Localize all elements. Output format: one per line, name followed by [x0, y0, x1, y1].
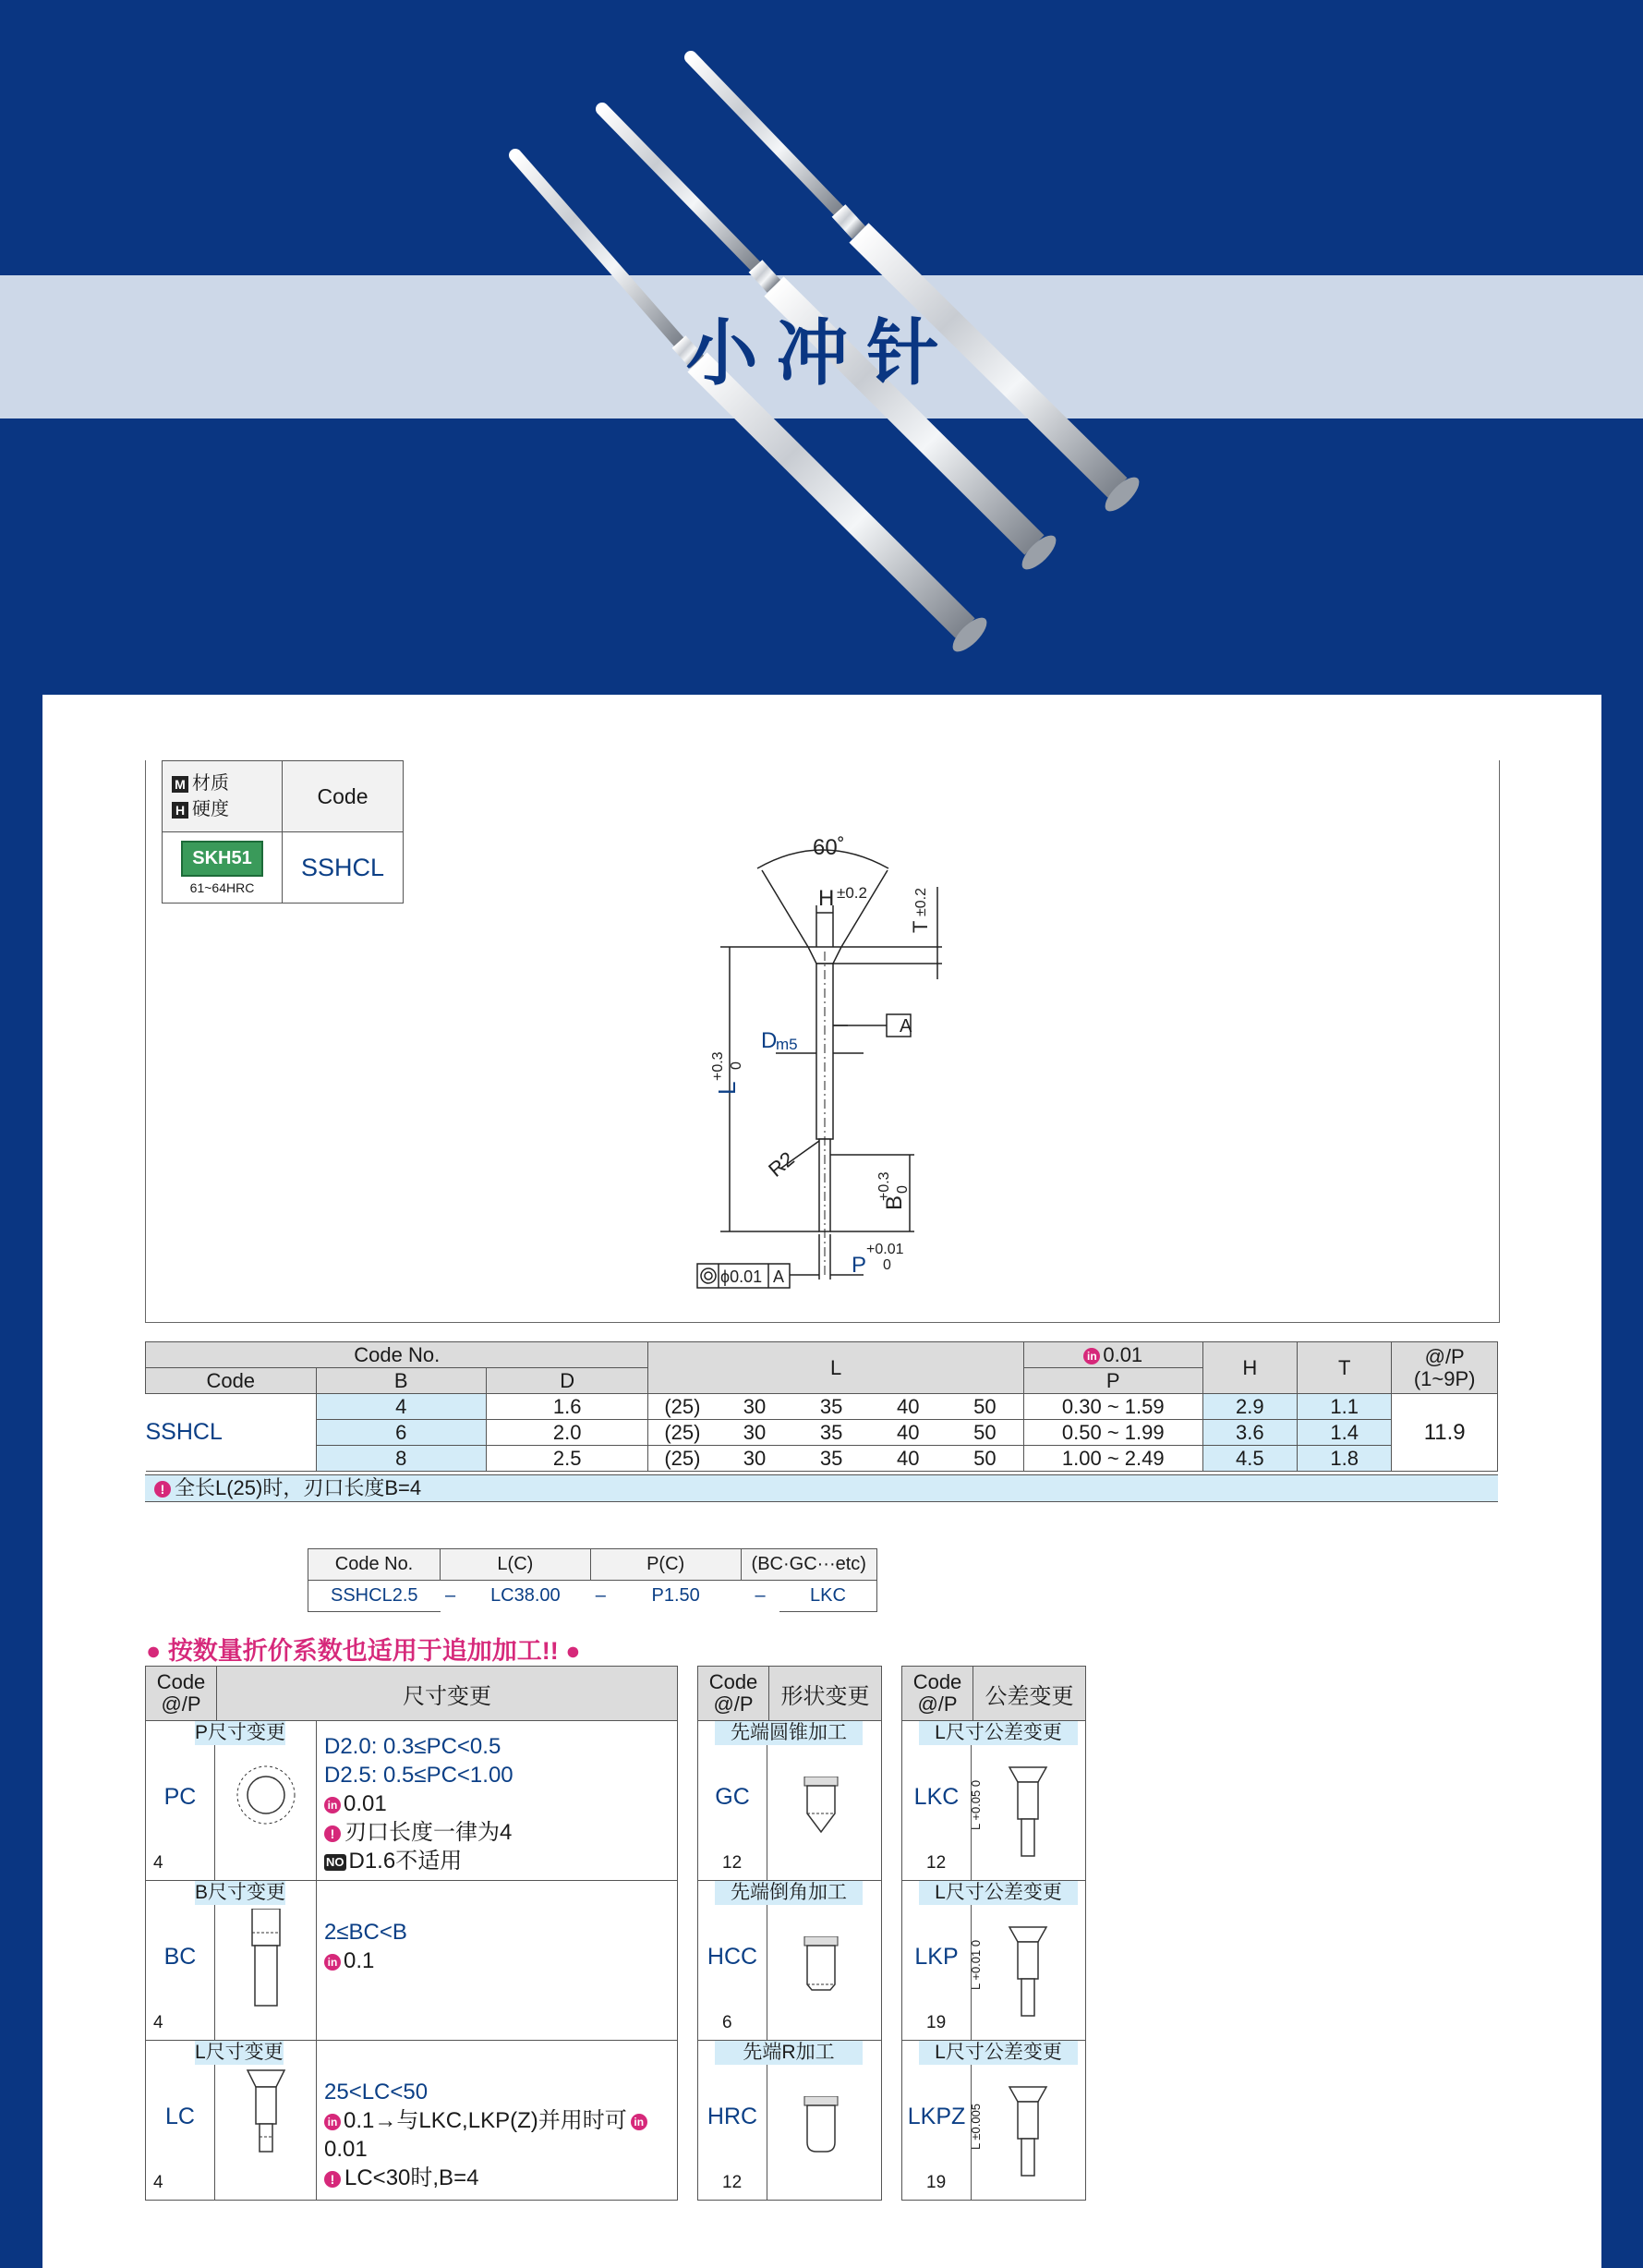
h-label: H — [818, 886, 835, 911]
alt-shape-row-hcc — [698, 1881, 882, 2041]
list-item — [146, 1881, 678, 2041]
d-label: D — [761, 1028, 778, 1053]
alt-code: LKC — [913, 1784, 960, 1810]
d-cell: 2.0 — [487, 1420, 648, 1446]
hcc-diagram — [800, 1936, 846, 2010]
order-dash: – — [755, 1585, 766, 1607]
page-title: 小冲针 — [685, 311, 958, 394]
bc-diagram — [243, 1909, 289, 2010]
material-hardness-header — [163, 761, 283, 832]
d-col-header: D — [487, 1368, 648, 1394]
spec-table — [145, 1341, 1498, 1472]
p-tol-up: +0.01 — [866, 1242, 904, 1257]
alt-code: LKP — [914, 1944, 959, 1970]
in-icon: in — [324, 1954, 341, 1971]
alt-tol-row-lkc — [902, 1721, 1086, 1881]
alt-price: 12 — [722, 1853, 743, 1873]
alt-code-header: Code @/P — [698, 1667, 769, 1721]
order-value: SSHCL2.5 — [308, 1581, 441, 1612]
t-cell: 1.1 — [1297, 1394, 1391, 1420]
l-cell: 50 — [947, 1394, 1024, 1420]
m-icon: M — [172, 776, 188, 793]
b-cell: 6 — [316, 1420, 487, 1446]
alt-caption: L尺寸变更 — [195, 2042, 284, 2063]
in-icon: in — [1083, 1348, 1100, 1364]
alt-price: 4 — [153, 1853, 163, 1873]
pc-diagram — [234, 1763, 298, 1827]
order-header: Code No. — [308, 1549, 441, 1581]
technical-drawing — [683, 813, 960, 1293]
b-tol-low: 0 — [895, 1185, 911, 1194]
l-tol-up: +0.3 — [710, 1051, 726, 1081]
hero-banner — [0, 0, 1643, 695]
list-item — [902, 2041, 1086, 2201]
code-no-header: Code No. — [146, 1342, 648, 1368]
l-cell: (25) — [648, 1420, 717, 1446]
angle-label: 60˚ — [813, 835, 845, 860]
alt-code: LKPZ — [907, 2104, 966, 2129]
concentric-datum: A — [773, 1267, 785, 1286]
alt-size-row-pc — [146, 1721, 317, 1881]
alt-price: 4 — [153, 2173, 163, 2192]
p-cell: 1.00 ~ 2.49 — [1023, 1446, 1202, 1472]
price-header: @/P (1~9P) — [1392, 1342, 1498, 1394]
material-badge: SKH51 — [181, 841, 262, 877]
t-header: T — [1297, 1342, 1391, 1394]
order-dash: – — [595, 1585, 606, 1607]
d-cell: 2.5 — [487, 1446, 648, 1472]
alt-code: BC — [163, 1944, 197, 1970]
alt-price: 19 — [926, 2173, 947, 2192]
alt-desc: D2.0: 0.3≤PC<0.5 D2.5: 0.5≤PC<1.00 in 0.01 ! 刃口长度一律为4 NO D1.6不适用 — [317, 1721, 678, 1881]
list-item — [146, 2041, 678, 2201]
alt-code: GC — [715, 1784, 750, 1810]
alt-caption: L尺寸公差变更 — [919, 2041, 1078, 2065]
alt-tol-title: 公差变更 — [973, 1667, 1086, 1721]
spec-note — [145, 1474, 1498, 1502]
b-label: B — [882, 1195, 907, 1210]
hrc-diagram — [800, 2096, 846, 2170]
alt-code: HCC — [707, 1944, 758, 1970]
alt-desc: 2≤BC<B in 0.1 — [317, 1881, 678, 2041]
l-cell: 35 — [793, 1446, 870, 1472]
alt-size-title: 尺寸变更 — [217, 1667, 678, 1721]
h-cell: 4.5 — [1202, 1446, 1297, 1472]
b-col-header: B — [316, 1368, 487, 1394]
l-cell: 30 — [716, 1394, 792, 1420]
hardness-value: 61~64HRC — [189, 879, 255, 895]
note-text: 全长L(25)时，刃口长度B=4 — [175, 1476, 422, 1499]
table-row — [146, 1394, 1498, 1420]
alt-shape-title: 形状变更 — [769, 1667, 882, 1721]
warning-icon: ! — [154, 1481, 171, 1498]
p-col-header: P — [1023, 1368, 1202, 1394]
alt-code-header: Code @/P — [146, 1667, 217, 1721]
alt-caption: L尺寸公差变更 — [919, 1721, 1078, 1745]
order-header: P(C) — [590, 1549, 741, 1581]
alt-shape-row-gc — [698, 1721, 882, 1881]
t-label: T — [909, 920, 932, 933]
p-cell: 0.30 ~ 1.59 — [1023, 1394, 1202, 1420]
alt-size-row-bc — [146, 1881, 317, 2041]
lkp-diagram — [1006, 1925, 1052, 2027]
alt-caption: 先端倒角加工 — [715, 1881, 863, 1905]
material-cell — [163, 832, 283, 904]
promo-text: ● 按数量折价系数也适用于追加加工!! ● — [146, 1637, 581, 1665]
h-header: H — [1202, 1342, 1297, 1394]
code-header: Code — [283, 761, 404, 832]
alt-tol-row-lkpz — [902, 2041, 1086, 2201]
no-icon: NO — [326, 1854, 344, 1869]
t-tol: ±0.2 — [913, 887, 929, 916]
h-tol: ±0.2 — [837, 884, 867, 902]
alt-tol-row-lkp — [902, 1881, 1086, 2041]
code-cell: SSHCL — [146, 1394, 317, 1472]
l-cell: 40 — [870, 1420, 947, 1446]
alt-tolerance-table — [901, 1666, 1086, 2201]
d-cell: 1.6 — [487, 1394, 648, 1420]
p-label: P — [852, 1253, 867, 1278]
material-label: 材质 — [192, 773, 229, 794]
alt-code-header: Code @/P — [902, 1667, 973, 1721]
h-cell: 2.9 — [1202, 1394, 1297, 1420]
alt-code: PC — [163, 1784, 197, 1810]
alt-price: 19 — [926, 2013, 947, 2032]
code-value: SSHCL — [283, 832, 404, 904]
b-tol-up: +0.3 — [876, 1171, 892, 1201]
order-value: P1.50 — [651, 1585, 700, 1607]
alt-price: 12 — [926, 1853, 947, 1873]
order-header: (BC·GC···etc) — [741, 1549, 877, 1581]
gc-diagram — [800, 1777, 846, 1850]
alt-price: 4 — [153, 2013, 163, 2032]
order-value: LKC — [779, 1581, 877, 1612]
l-tol-low: 0 — [729, 1061, 744, 1070]
lc-diagram — [243, 2068, 289, 2170]
alt-caption: 先端圆锥加工 — [715, 1721, 863, 1745]
l-cell: 30 — [716, 1446, 792, 1472]
l-label: L — [713, 1081, 741, 1095]
in-icon: in — [324, 2114, 341, 2130]
alt-caption: L尺寸公差变更 — [919, 1881, 1078, 1905]
l-cell: 30 — [716, 1420, 792, 1446]
l-header: L — [648, 1342, 1024, 1394]
list-item — [698, 1881, 882, 2041]
price-cell: 11.9 — [1392, 1394, 1498, 1472]
alt-caption: B尺寸变更 — [195, 1882, 286, 1903]
h-icon: H — [172, 802, 188, 819]
alt-shape-table — [697, 1666, 882, 2201]
list-item — [902, 1881, 1086, 2041]
datum-label: A — [900, 1016, 912, 1037]
warning-icon: ! — [324, 2171, 341, 2188]
lkc-diagram — [1006, 1765, 1052, 1867]
alt-code: HRC — [707, 2104, 758, 2129]
t-cell: 1.4 — [1297, 1420, 1391, 1446]
tol-label: L ±0.005 — [969, 2103, 983, 2150]
l-cell: 40 — [870, 1394, 947, 1420]
order-header: L(C) — [441, 1549, 591, 1581]
alt-caption: P尺寸变更 — [195, 1722, 286, 1743]
list-item — [698, 2041, 882, 2201]
alt-caption: 先端R加工 — [715, 2041, 863, 2065]
d-sub: m5 — [776, 1036, 798, 1053]
alt-shape-row-hrc — [698, 2041, 882, 2201]
list-item — [698, 1721, 882, 1881]
l-cell: (25) — [648, 1394, 717, 1420]
r-label: R2 — [764, 1146, 799, 1182]
hardness-label: 硬度 — [192, 799, 229, 819]
order-dash: – — [444, 1585, 456, 1607]
tol-label: L +0.05 0 — [969, 1779, 983, 1830]
l-cell: 40 — [870, 1446, 947, 1472]
alt-desc: 25<LC<50 in 0.1→与LKC,LKP(Z)并用时可 in0.01 ! LC<30时,B=4 — [317, 2041, 678, 2201]
l-cell: 35 — [793, 1394, 870, 1420]
list-item — [902, 1721, 1086, 1881]
material-table — [162, 760, 404, 904]
l-cell: (25) — [648, 1446, 717, 1472]
lkpz-diagram — [1006, 2085, 1052, 2187]
h-cell: 3.6 — [1202, 1420, 1297, 1446]
in-icon: in — [631, 2114, 647, 2130]
warning-icon: ! — [324, 1825, 341, 1842]
order-value: LC38.00 — [490, 1585, 561, 1607]
l-cell: 50 — [947, 1420, 1024, 1446]
alt-price: 6 — [722, 2013, 732, 2032]
in-icon: in — [324, 1797, 341, 1813]
alt-size-row-lc — [146, 2041, 317, 2201]
table-row — [146, 1420, 1498, 1446]
alt-code: LC — [165, 2104, 195, 2129]
b-cell: 4 — [316, 1394, 487, 1420]
p-tol-low: 0 — [883, 1257, 891, 1273]
concentric-label: ϕ0.01 — [720, 1267, 763, 1286]
alt-price: 12 — [722, 2173, 743, 2192]
list-item — [146, 1721, 678, 1881]
l-cell: 35 — [793, 1420, 870, 1446]
alt-size-table — [145, 1666, 678, 2201]
l-cell: 50 — [947, 1446, 1024, 1472]
code-col-header: Code — [146, 1368, 317, 1394]
p-tol-header: in 0.01 — [1023, 1342, 1202, 1368]
order-example-table — [308, 1548, 877, 1612]
b-cell: 8 — [316, 1446, 487, 1472]
t-cell: 1.8 — [1297, 1446, 1391, 1472]
tol-label: L +0.01 0 — [969, 1939, 983, 1990]
table-row — [146, 1446, 1498, 1472]
p-cell: 0.50 ~ 1.99 — [1023, 1420, 1202, 1446]
